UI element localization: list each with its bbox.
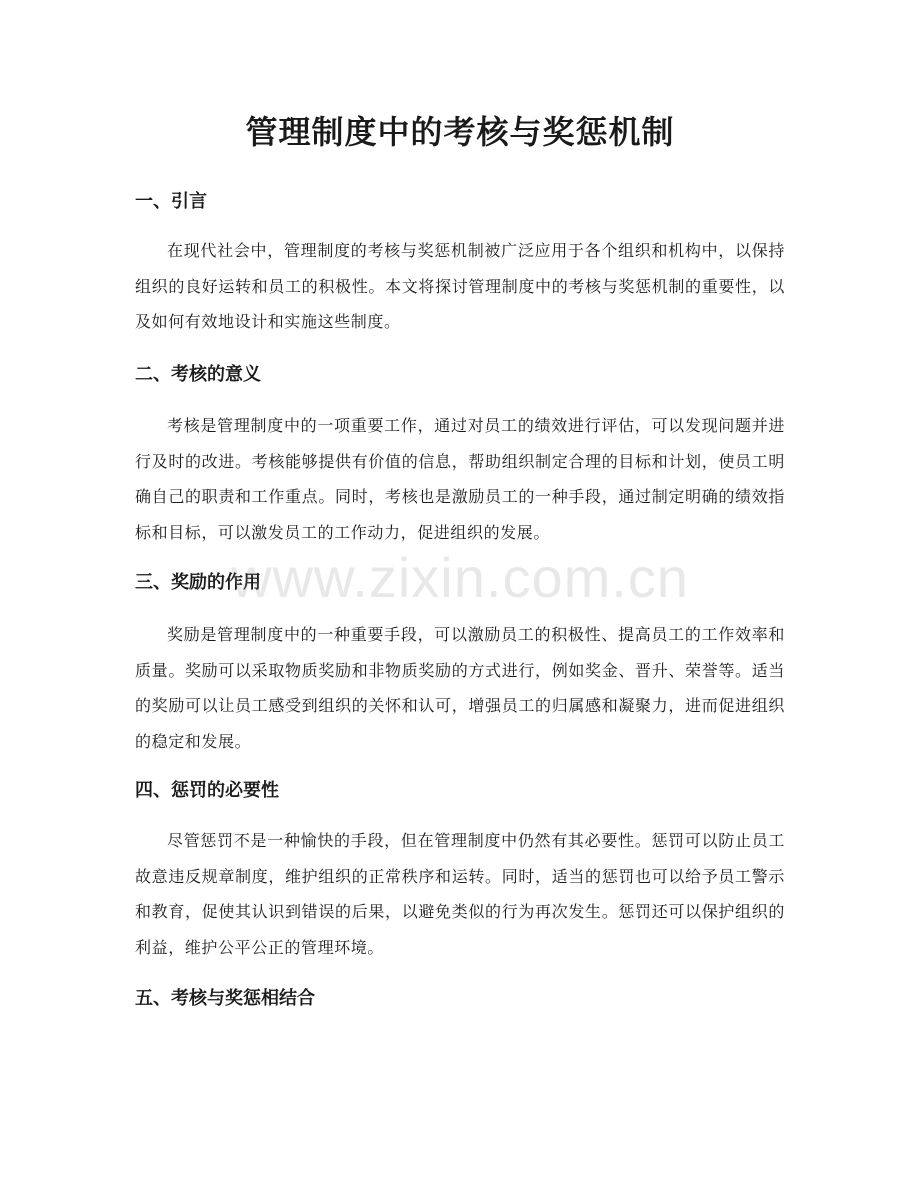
section-paragraph-introduction: 在现代社会中，管理制度的考核与奖惩机制被广泛应用于各个组织和机构中，以保持组织的良好运转和员工的积极性。本文将探讨管理制度中的考核与奖惩机制的重要性，以及如何有效地设计和实施这些制度。 xyxy=(135,241,785,331)
document-title: 管理制度中的考核与奖惩机制 xyxy=(245,113,675,151)
section-paragraph-assessment-meaning: 考核是管理制度中的一项重要工作，通过对员工的绩效进行评估，可以发现问题并进行及时的改进。考核能够提供有价值的信息，帮助组织制定合理的目标和计划，使员工明确自己的职责和工作重点。同时，考核也是激励员工的一种手段，通过制定明确的绩效指标和目标，可以激发员工的工作动力，促进组织的发展。 xyxy=(135,416,785,542)
section-paragraph-punishment-necessity: 尽管惩罚不是一种愉快的手段，但在管理制度中仍然有其必要性。惩罚可以防止员工故意违反规章制度，维护组织的正常秩序和运转。同时，适当的惩罚也可以给予员工警示和教育，促使其认识到错误的后果，以避免类似的行为再次发生。惩罚还可以保护组织的利益，维护公平公正的管理环境。 xyxy=(135,831,785,957)
watermark-text: www.zixin.com.cn xyxy=(231,546,689,609)
section-heading-assessment-meaning: 二、考核的意义 xyxy=(135,364,261,385)
section-heading-assessment-and-rewards: 五、考核与奖惩相结合 xyxy=(135,988,315,1009)
section-paragraph-reward-role: 奖励是管理制度中的一种重要手段，可以激励员工的积极性、提高员工的工作效率和质量。奖励可以采取物质奖励和非物质奖励的方式进行，例如奖金、晋升、荣誉等。适当的奖励可以让员工感受到组织的关怀和认可，增强员工的归属感和凝聚力，进而促进组织的稳定和发展。 xyxy=(135,625,785,751)
section-heading-punishment-necessity: 四、惩罚的必要性 xyxy=(135,780,279,801)
section-heading-introduction: 一、引言 xyxy=(135,191,207,212)
section-heading-reward-role: 三、奖励的作用 xyxy=(135,572,261,593)
